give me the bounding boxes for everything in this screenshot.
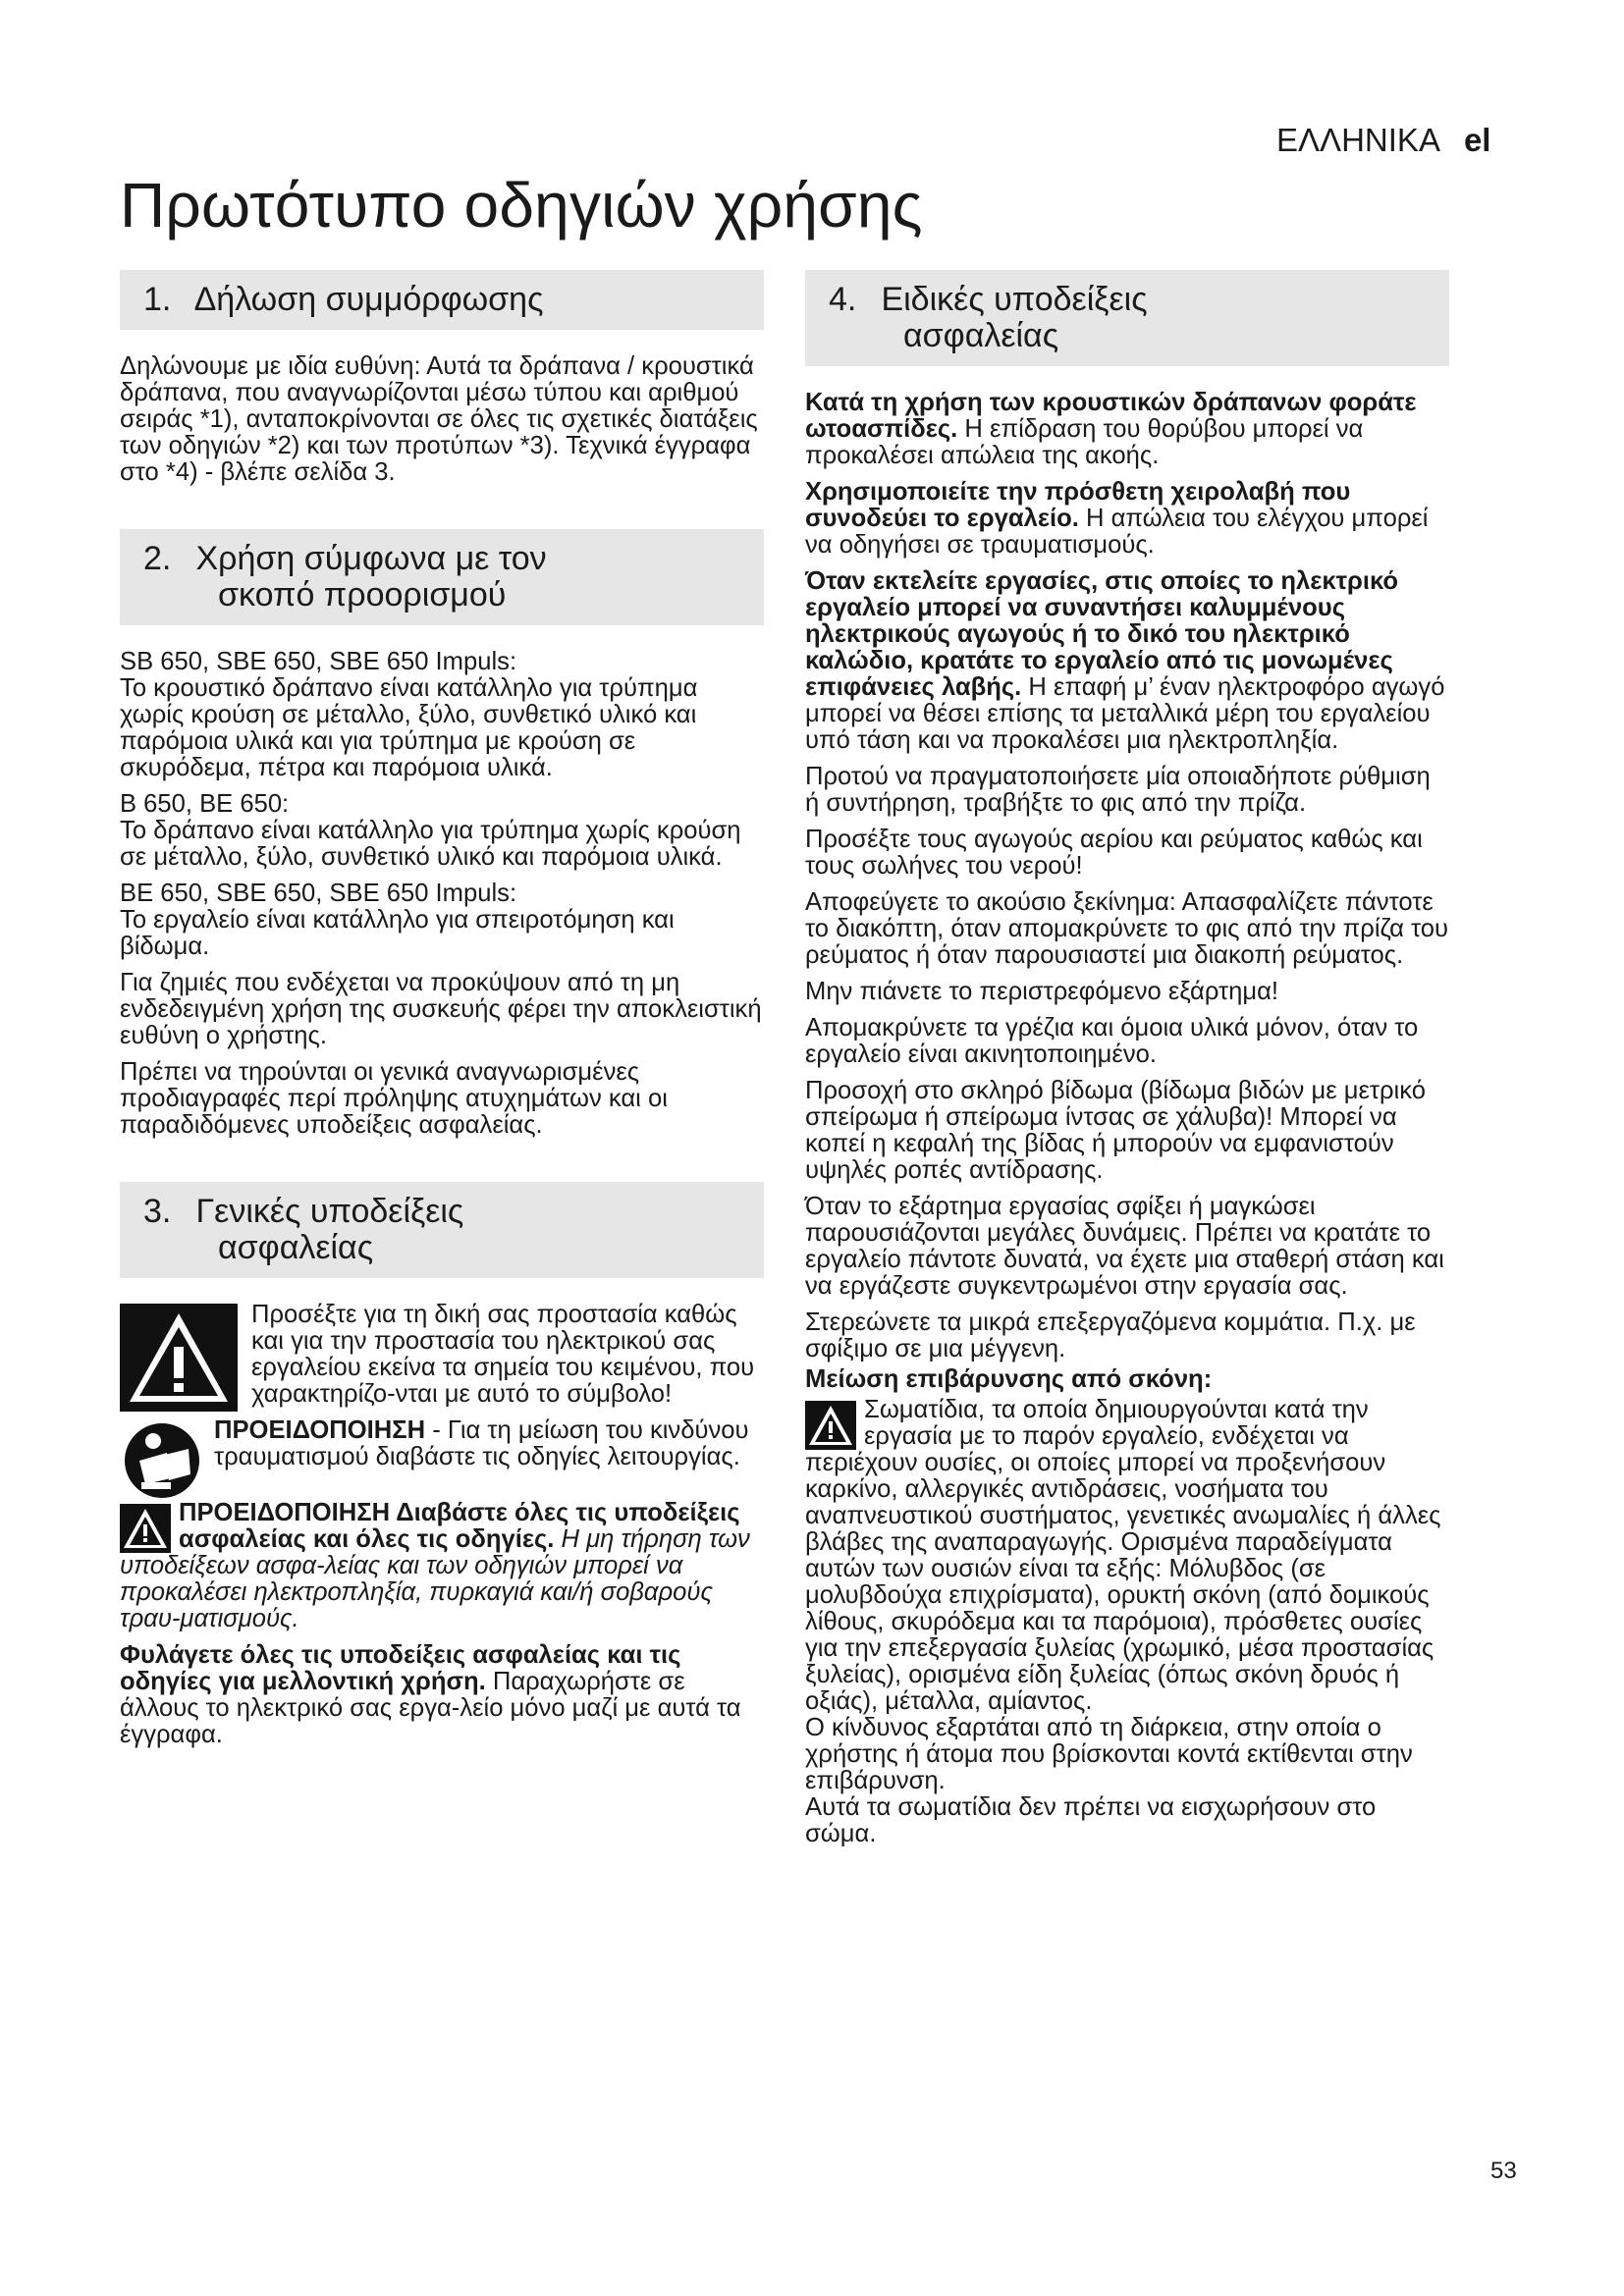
insulated-grip: Όταν εκτελείτε εργασίες, στις οποίες το ηλεκτρικό εργαλείο μπορεί να συναντήσει καλυμμένους ηλεκτρικούς αγωγούς ή το δικό του ηλεκτρικό καλώδιο, κρατάτε το εργαλείο από τις μονωμένες επιφάνειες λαβής. Η επαφή μ’ έναν ηλεκτροφόρο αγωγό μπορεί να θέσει επίσης τα μεταλλικά μέρη του εργαλείου υπό τάση και να προκαλέσει μια ηλεκτροπληξία. [805, 567, 1445, 754]
dust-text-3: Αυτά τα σωματίδια δεν πρέπει να εισχωρήσουν στο σώμα. [805, 1793, 1377, 1847]
secure-workpieces: Στερεώνετε τα μικρά επεξεργαζόμενα κομμάτια. Π.χ. με σφίξιμο σε μια μέγγενη. [805, 1308, 1416, 1362]
dust-text-2: Ο κίνδυνος εξαρτάται από τη διάρκεια, στην οποία ο χρήστης ή άτομα που βρίσκονται κοντά εκτίθενται στην επιβάρυνση. [805, 1714, 1413, 1794]
tool-jamming: Όταν το εξάρτημα εργασίας σφίξει ή μαγκώσει παρουσιάζονται μεγάλες δυνάμεις. Πρέπει να κρατάτε το εργαλείο πάντοτε δυνατά, να έχετε μια σταθερή στάση και να εργάζεστε συγκεντρωμένοι στην εργασία σας. [805, 1193, 1444, 1300]
warning-symbol-block [120, 1302, 764, 1417]
symbol-explanation: Προσέξτε για τη δική σας προστασία καθώς και για την προστασία του ηλεκτρικού σας εργαλείου εκείνα τα σημεία του κειμένου, που χαρακτηρίζο-νται με αυτό το σύμβολο! [251, 1302, 755, 1408]
section-2-para-1: SB 650, SBE 650, SBE 650 Impuls: Το κρουστικό δράπανο είναι κατάλληλο για τρύπημα χωρίς κρούση σε μέταλλο, ξύλο, συνθετικό υλικό και παρόμοια υλικά και για τρύπημα με κρούση σε σκυρόδεμα, πέτρα και παρόμοια υλικά. [120, 648, 698, 781]
dust-warning-triangle-icon [805, 1401, 856, 1450]
section-2-para-3: BE 650, SBE 650, SBE 650 Impuls: Το εργαλείο είναι κατάλληλο για σπειροτόμηση και βίδωμα. [120, 880, 675, 960]
section-1-heading: 1. Δήλωση συμμόρφωσης [120, 270, 764, 330]
keep-instructions: Φυλάγετε όλες τις υποδείξεις ασφαλείας και τις οδηγίες για μελλοντική χρήση. Παραχωρήστε σε άλλους το ηλεκτρικό σας εργα-λείο μόνο μαζί με αυτά τα έγγραφα. [120, 1641, 741, 1748]
general-warning-bold: ΠΡΟΕΙΔΟΠΟΙΗΣΗ Διαβάστε όλες τις υποδείξεις ασφαλείας και όλες τις οδηγίες. [179, 1500, 740, 1553]
read-manual-icon [120, 1421, 204, 1500]
section-3-heading: 3. Γενικές υποδείξεις ασφαλείας [120, 1182, 764, 1278]
rotating-part-warning: Μην πιάνετε το περιστρεφόμενο εξάρτημα! [805, 978, 1279, 1005]
read-warning-text: - Για τη μείωση του κινδύνου τραυματισμού διαβάστε τις οδηγίες λειτουργίας. [214, 1417, 749, 1470]
section-4-heading: 4. Ειδικές υποδείξεις ασφαλείας [805, 270, 1449, 366]
remove-chips: Απομακρύνετε τα γρέζια και όμοια υλικά μόνον, όταν το εργαλείο είναι ακινητοποιημένο. [805, 1014, 1419, 1068]
hearing-protection: Κατά τη χρήση των κρουστικών δράπανων φοράτε ωτοασπίδες. Η επίδραση του θορύβου μπορεί να προκαλέσει απώλεια της ακοής. [805, 389, 1417, 469]
small-warning-triangle-icon [120, 1504, 171, 1553]
dust-block [805, 1397, 1449, 1715]
language-label [1276, 122, 1490, 159]
section-2-para-4: Για ζημιές που ενδέχεται να προκύψουν από τη μη ενδεδειγμένη χρήση της συσκευής φέρει την αποκλειστική ευθύνη ο χρήστης. [120, 969, 762, 1049]
language-name: ΕΛΛΗΝΙΚΑ [1276, 122, 1440, 158]
section-2-para-2: B 650, BE 650: Το δράπανο είναι κατάλληλο για τρύπημα χωρίς κρούση σε μέταλλο, ξύλο, συνθετικό υλικό και παρόμοια υλικά. [120, 790, 741, 871]
section-2-para-5: Πρέπει να τηρούνται οι γενικά αναγνωρισμένες προδιαγραφές περί πρόληψης ατυχημάτων και οι παραδιδόμενες υποδείξεις ασφαλείας. [120, 1058, 668, 1139]
watch-for-lines: Προσέξτε τους αγωγούς αερίου και ρεύματος καθώς και τους σωλήνες του νερού! [805, 826, 1423, 880]
auxiliary-handle: Χρησιμοποιείτε την πρόσθετη χειρολαβή που συνοδεύει το εργαλείο. Η απώλεια του ελέγχου μπορεί να οδηγήσει σε τραυματισμούς. [805, 478, 1429, 559]
hard-screwdriving: Προσοχή στο σκληρό βίδωμα (βίδωμα βιδών με μετρικό σπείρωμα ή σπείρωμα ίντσας σε χάλυβα)! Μπορεί να κοπεί η κεφαλή της βίδας ή μπορούν να εμφανιστούν υψηλές ροπές αντίδρασης. [805, 1077, 1426, 1184]
general-warning-italic: Η μη τήρηση των υποδείξεων ασφα-λείας και των οδηγιών μπορεί να προκαλέσει ηλεκτροπληξία, πυρκαγιά και/ή σοβαρούς τραυ-ματισμούς. [120, 1525, 750, 1632]
dust-text: Σωματίδια, τα οποία δημιουργούνται κατά την εργασία με το παρόν εργαλείο, ενδέχεται να περιέχουν ουσίες, οι οποίες μπορεί να προξενήσουν καρκίνο, αλλεργικές αντιδράσεις, νοσήματα του αναπνευστικού συστήματος, γενετικές ανωμαλίες ή άλλες βλάβες της αναπαραγωγής. Ορισμένα παραδείγματα αυτών των ουσιών είναι τα εξής: Μόλυβδος (σε μολυβδούχα επιχρίσματα), ορυκτή σκόνη (από δομικούς λίθους, σκυρόδεμα και τα παρόμοια), πρόσθετες ουσίες για την επεξεργασία ξυλείας (χρωμικό, μέσα προστασίας ξυλείας), ορισμένα είδη ξυλείας (όπως σκόνη δρυός ή οξιάς), μέταλλα, αμίαντος. [805, 1397, 1441, 1715]
read-warning-label: ΠΡΟΕΙΔΟΠΟΙΗΣΗ [214, 1417, 426, 1444]
language-code: el [1463, 122, 1491, 158]
section-2-heading: 2. Χρήση σύμφωνα με τον σκοπό προορισμού [120, 529, 764, 625]
page-title: Πρωτότυπο οδηγιών χρήσης [120, 170, 923, 240]
right-column [805, 270, 1449, 1857]
left-column [120, 270, 764, 1758]
dust-heading: Μείωση επιβάρυνσης από σκόνη: [805, 1365, 1213, 1393]
read-manual-block [120, 1417, 764, 1500]
avoid-unintended-start: Αποφεύγετε το ακούσιο ξεκίνημα: Απασφαλίζετε πάντοτε το διακόπτη, όταν απομακρύνετε το φις από την πρίζα του ρεύματος ή όταν παρουσιαστεί μια διακοπή ρεύματος. [805, 888, 1449, 969]
section-1-text: Δηλώνουμε με ιδία ευθύνη: Αυτά τα δράπανα / κρουστικά δράπανα, που αναγνωρίζονται μέσω τύπου και αριθμού σειράς *1), ανταποκρίνονται σε όλες τις σχετικές διατάξεις των οδηγιών *2) και των προτύπων *3). Τεχνικά έγγραφα στο *4) - βλέπε σελίδα 3. [120, 352, 758, 486]
warning-triangle-icon [120, 1304, 238, 1412]
page-number: 53 [1490, 2158, 1517, 2184]
general-warning-block [120, 1500, 764, 1642]
unplug-before-maintenance: Προτού να πραγματοποιήσετε μία οποιαδήποτε ρύθμιση ή συντήρηση, τραβήξτε το φις από την πρίζα. [805, 763, 1431, 817]
